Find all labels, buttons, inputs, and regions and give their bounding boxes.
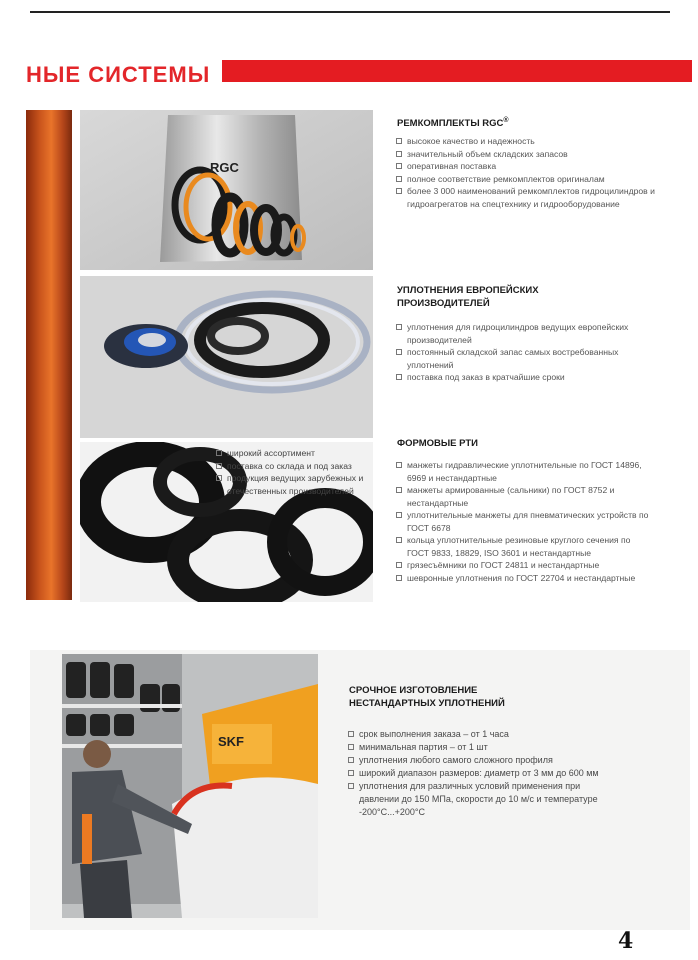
top-rule — [30, 11, 670, 13]
page-number: 4 — [618, 928, 634, 954]
rgc-bullet-list — [396, 135, 656, 210]
rgc-title-text: РЕМКОМПЛЕКТЫ RGC — [397, 118, 504, 130]
list-item: более 3 000 наименований ремкомплектов гидроцилиндров и гидроагрегатов на спецтехнику и гидрооборудование — [396, 185, 656, 210]
list-item: манжеты армированные (сальники) по ГОСТ 8752 и нестандартные — [396, 484, 654, 509]
urgent-title-line-2: НЕСТАНДАРТНЫХ УПЛОТНЕНИЙ — [349, 698, 505, 709]
urgent-bullet-list — [348, 728, 618, 819]
rgc-kit-photo — [80, 110, 373, 270]
list-item: срок выполнения заказа – от 1 часа — [348, 728, 618, 741]
page-title: НЫЕ СИСТЕМЫ — [26, 62, 211, 87]
urgent-title — [349, 684, 505, 710]
overlay-bullet-list — [216, 447, 376, 497]
rgc-registered-mark: ® — [503, 117, 509, 124]
euro-seals-photo — [80, 276, 373, 438]
rgc-title — [397, 114, 509, 130]
title-red-bar — [222, 60, 692, 82]
skf-machine-photo — [62, 654, 318, 918]
decorative-side-stripe — [26, 110, 72, 600]
list-item: поставка со склада и под заказ — [216, 460, 376, 473]
list-item: уплотнительные манжеты для пневматических устройств по ГОСТ 6678 — [396, 509, 654, 534]
list-item: полное соответствие ремкомплектов оригиналам — [396, 173, 656, 186]
machine-logo: SKF — [218, 734, 244, 749]
urgent-title-line-1: СРОЧНОЕ ИЗГОТОВЛЕНИЕ — [349, 685, 478, 696]
euro-title: УПЛОТНЕНИЯ ЕВРОПЕЙСКИХ ПРОИЗВОДИТЕЛЕЙ — [397, 285, 539, 309]
list-item: постоянный складской запас самых востребованных уплотнений — [396, 346, 656, 371]
list-item: шевронные уплотнения по ГОСТ 22704 и нестандартные — [396, 572, 654, 585]
bag-logo: RGC — [210, 160, 239, 175]
list-item: широкий диапазон размеров: диаметр от 3 мм до 600 мм — [348, 767, 618, 780]
list-item: широкий ассортимент — [216, 447, 376, 460]
list-item: поставка под заказ в кратчайшие сроки — [396, 371, 656, 384]
list-item: минимальная партия – от 1 шт — [348, 741, 618, 754]
list-item: кольца уплотнительные резиновые круглого сечения по ГОСТ 9833, 18829, ISO 3601 и нестандартные — [396, 534, 654, 559]
list-item: оперативная поставка — [396, 160, 656, 173]
list-item: высокое качество и надежность — [396, 135, 656, 148]
list-item: манжеты гидравлические уплотнительные по ГОСТ 14896, 6969 и нестандартные — [396, 459, 654, 484]
list-item: уплотнения для различных условий применения при давлении до 150 МПа, скорости до 10 м/с и температуре -200°С...+200°С — [348, 780, 618, 819]
list-item: значительный объем складских запасов — [396, 148, 656, 161]
euro-bullet-list — [396, 321, 656, 384]
rti-bullet-list — [396, 459, 654, 584]
rti-title: ФОРМОВЫЕ РТИ — [397, 438, 478, 449]
list-item: уплотнения любого самого сложного профиля — [348, 754, 618, 767]
list-item: грязесъёмники по ГОСТ 24811 и нестандартные — [396, 559, 654, 572]
list-item: уплотнения для гидроцилиндров ведущих европейских производителей — [396, 321, 656, 346]
list-item: продукция ведущих зарубежных и отечественных производителей — [216, 472, 376, 497]
